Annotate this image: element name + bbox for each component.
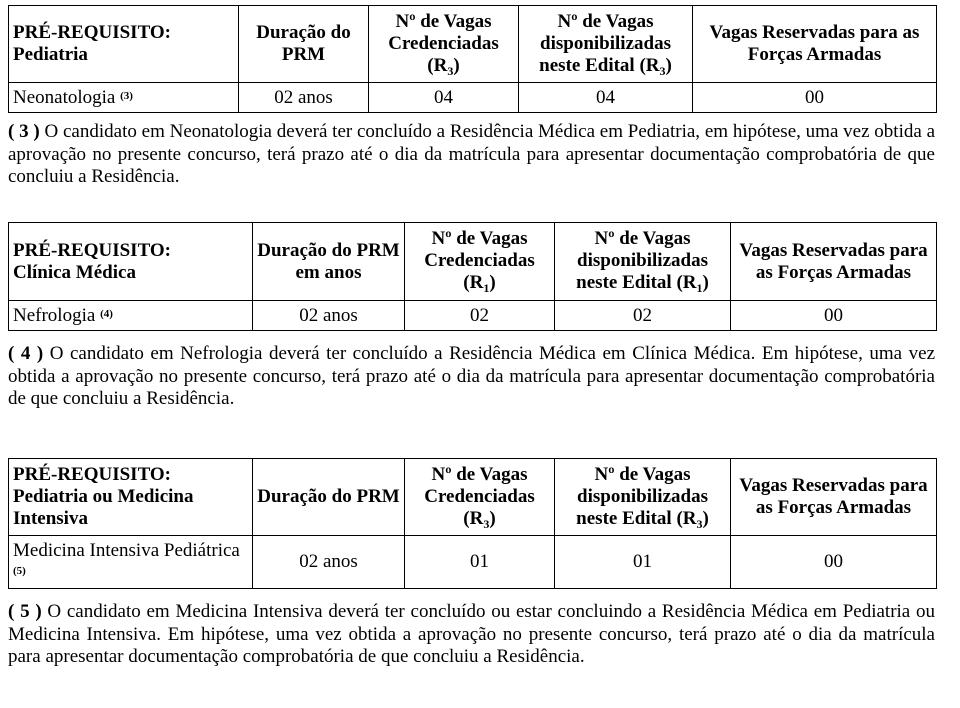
table-pediatria-medicina-intensiva xyxy=(8,458,937,589)
header-vagas-disponibilizadas: Nº de Vagas disponibilizadas neste Edital $(R_3)$ xyxy=(519,6,693,83)
cell-duracao: 02 anos xyxy=(253,301,405,331)
footnote-3: ( 3 ) O candidato em Neonatologia deverá ter concluído a Residência Médica em Pediatria, em hipótese, uma vez obtida a aprovação no presente concurso, terá prazo até o dia da matrícula para apresentar documentação comprobatória de que concluiu a Residência. xyxy=(8,121,935,187)
header-duracao: Duração do PRM xyxy=(253,459,405,536)
cell-vagas-disponibilizadas: 01 xyxy=(555,536,731,589)
footnote-4: ( 4 ) O candidato em Nefrologia deverá ter concluído a Residência Médica em Clínica Médica. Em hipótese, uma vez obtida a aprovação no presente concurso, terá prazo até o dia da matrícula para apresentar documentação comprobatória de que concluiu a Residência. xyxy=(8,343,936,409)
header-vagas-reservadas: Vagas Reservadas para as Forças Armadas xyxy=(731,459,937,536)
table-row xyxy=(9,83,937,113)
cell-especialidade: Neonatologia $^{(3)}$ xyxy=(9,83,239,113)
cell-especialidade: Medicina Intensiva Pediátrica $^{(5)}$ xyxy=(9,536,253,589)
footnote-5: ( 5 ) O candidato em Medicina Intensiva deverá ter concluído ou estar concluindo a Residência Médica em Pediatria ou Medicina Intensiva. Em hipótese, uma vez obtida a aprovação no presente concurso, terá prazo até o dia da matrícula para apresentar documentação comprobatória de que concluiu a Residência. xyxy=(8,601,935,667)
table-row xyxy=(9,301,937,331)
header-prerequisito: PRÉ-REQUISITO: Clínica Médica xyxy=(9,223,253,301)
cell-vagas-disponibilizadas: 04 xyxy=(519,83,693,113)
header-vagas-reservadas: Vagas Reservadas para as Forças Armadas xyxy=(693,6,937,83)
header-prerequisito: PRÉ-REQUISITO: Pediatria xyxy=(9,6,239,83)
header-prerequisito: PRÉ-REQUISITO: Pediatria ou Medicina Intensiva xyxy=(9,459,253,536)
header-vagas-credenciadas: Nº de Vagas Credenciadas $(R_3)$ xyxy=(405,459,555,536)
cell-vagas-disponibilizadas: 02 xyxy=(555,301,731,331)
cell-vagas-reservadas: 00 xyxy=(731,301,937,331)
table-row xyxy=(9,536,937,589)
cell-vagas-reservadas: 00 xyxy=(731,536,937,589)
header-duracao: Duração do PRM xyxy=(239,6,369,83)
cell-vagas-credenciadas: 01 xyxy=(405,536,555,589)
cell-especialidade: Nefrologia $^{(4)}$ xyxy=(9,301,253,331)
header-vagas-disponibilizadas: Nº de Vagas disponibilizadas neste Edital $(R_1)$ xyxy=(555,223,731,301)
header-duracao: Duração do PRM em anos xyxy=(253,223,405,301)
table-pediatria xyxy=(8,5,937,113)
header-vagas-credenciadas: Nº de Vagas Credenciadas $(R_1)$ xyxy=(405,223,555,301)
cell-duracao: 02 anos xyxy=(239,83,369,113)
table-header-row xyxy=(9,459,937,536)
header-vagas-disponibilizadas: Nº de Vagas disponibilizadas neste Edital $(R_3)$ xyxy=(555,459,731,536)
cell-vagas-credenciadas: 04 xyxy=(369,83,519,113)
header-vagas-credenciadas: Nº de Vagas Credenciadas $(R_3)$ xyxy=(369,6,519,83)
table-clinica-medica xyxy=(8,222,937,331)
cell-duracao: 02 anos xyxy=(253,536,405,589)
cell-vagas-reservadas: 00 xyxy=(693,83,937,113)
cell-vagas-credenciadas: 02 xyxy=(405,301,555,331)
table-header-row xyxy=(9,6,937,83)
header-vagas-reservadas: Vagas Reservadas para as Forças Armadas xyxy=(731,223,937,301)
table-header-row xyxy=(9,223,937,301)
